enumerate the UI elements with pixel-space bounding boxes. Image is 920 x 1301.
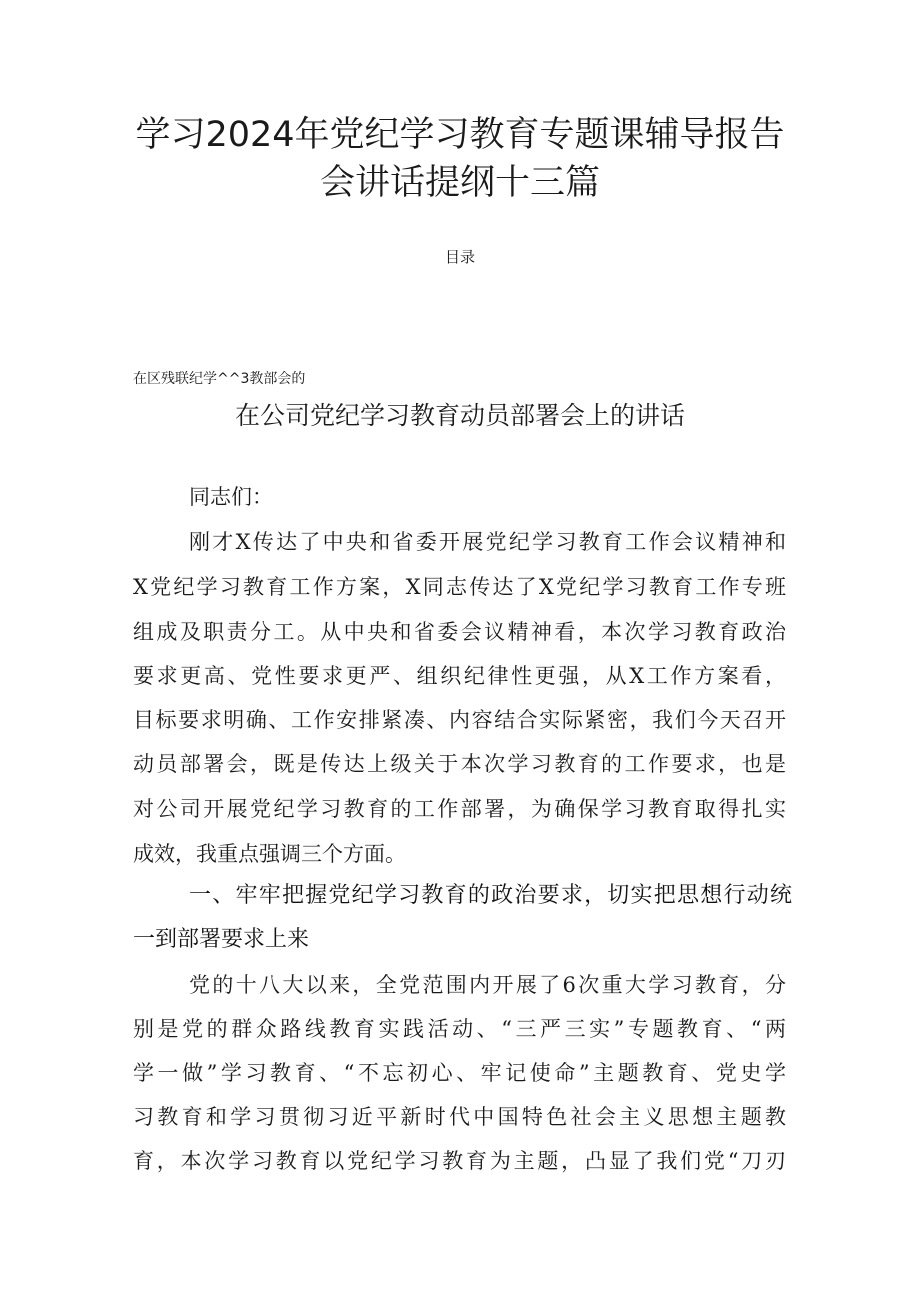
toc-entry: 在区残联纪学^^3教部会的 xyxy=(133,371,306,387)
section-heading-line: 一、牢牢把握党纪学习教育的政治要求，切实把思想行动统 xyxy=(189,883,792,908)
paragraph-1-line: 对公司开展党纪学习教育的工作部署，为确保学习教育取得扎实 xyxy=(133,797,786,821)
section-heading-line: 一到部署要求上来 xyxy=(133,927,310,952)
paragraph-2-line: 党的十八大以来，全党范围内开展了6次重大学习教育，分 xyxy=(189,973,786,997)
table-of-contents-label: 目录 xyxy=(444,248,475,266)
paragraph-1-line: 刚才X传达了中央和省委开展党纪学习教育工作会议精神和 xyxy=(189,530,786,554)
paragraph-1-line: 要求更高、党性要求更严、组织纪律性更强，从X工作方案看， xyxy=(133,664,786,688)
paragraph-2-line: 别是党的群众路线教育实践活动、“三严三实”专题教育、“两 xyxy=(133,1017,786,1041)
paragraph-1-line: 动员部署会，既是传达上级关于本次学习教育的工作要求，也是 xyxy=(133,752,786,776)
paragraph-2-line: 学一做”学习教育、“不忘初心、牢记使命”主题教育、党史学 xyxy=(133,1061,786,1085)
paragraph-2-line: 育，本次学习教育以党纪学习教育为主题，凸显了我们党“刀刃 xyxy=(133,1149,786,1173)
paragraph-1-line: 成效，我重点强调三个方面。 xyxy=(133,842,406,866)
document-title-line-2: 会讲话提纲十三篇 xyxy=(319,163,600,203)
paragraph-2-line: 习教育和学习贯彻习近平新时代中国特色社会主义思想主题教 xyxy=(133,1105,786,1129)
speech-title: 在公司党纪学习教育动员部署会上的讲话 xyxy=(234,401,685,430)
salutation: 同志们： xyxy=(189,485,273,509)
paragraph-1-line: 目标要求明确、工作安排紧凑、内容结合实际紧密，我们今天召开 xyxy=(133,708,786,732)
paragraph-1-line: 组成及职责分工。从中央和省委会议精神看，本次学习教育政治 xyxy=(133,620,786,644)
document-title-line-1: 学习2024年党纪学习教育专题课辅导报告 xyxy=(135,115,785,155)
paragraph-1-line: X党纪学习教育工作方案，X同志传达了X党纪学习教育工作专班 xyxy=(133,575,786,599)
